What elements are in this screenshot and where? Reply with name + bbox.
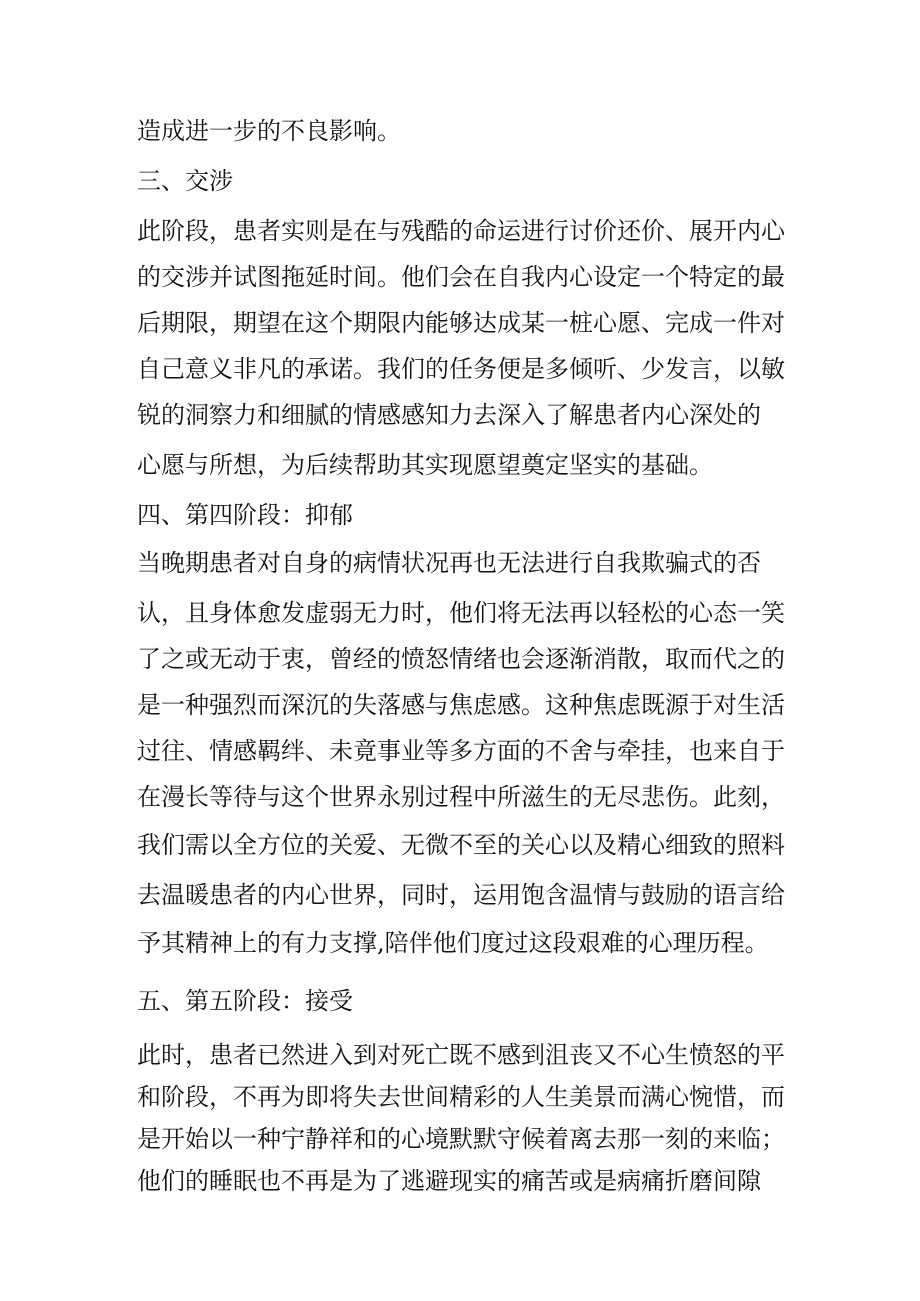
text-line: 心愿与所想，为后续帮助其实现愿望奠定坚实的基础。	[137, 451, 713, 479]
text-line: 此阶段，患者实则是在与残酷的命运进行讨价还价、展开内心	[137, 217, 785, 245]
text-line: 的交涉并试图拖延时间。他们会在自我内心设定一个特定的最	[137, 263, 785, 291]
text-line: 了之或无动于衷，曾经的愤怒情绪也会逐渐消散，取而代之的	[137, 645, 785, 673]
text-line: 和阶段，不再为即将失去世间精彩的人生美景而满心惋惜，而	[137, 1083, 785, 1111]
text-line: 此时，患者已然进入到对死亡既不感到沮丧又不心生愤怒的平	[137, 1041, 785, 1069]
text-line: 过往、情感羁绊、未竟事业等多方面的不舍与牵挂，也来自于	[137, 737, 785, 765]
text-line: 在漫长等待与这个世界永别过程中所滋生的无尽悲伤。此刻，	[137, 783, 785, 811]
section-heading: 三、交涉	[137, 167, 233, 195]
text-line: 我们需以全方位的关爱、无微不至的关心以及精心细致的照料	[137, 831, 785, 859]
text-line: 造成进一步的不良影响。	[137, 117, 401, 145]
text-line: 认，且身体愈发虚弱无力时，他们将无法再以轻松的心态一笑	[137, 599, 785, 627]
section-heading: 四、第四阶段：抑郁	[137, 501, 353, 529]
text-line: 当晚期患者对自身的病情状况再也无法进行自我欺骗式的否	[137, 549, 761, 577]
text-line: 后期限，期望在这个期限内能够达成某一桩心愿、完成一件对	[137, 309, 785, 337]
text-line: 他们的睡眠也不再是为了逃避现实的痛苦或是病痛折磨间隙	[137, 1167, 761, 1195]
text-line: 予其精神上的有力支撑,陪伴他们度过这段艰难的心理历程。	[137, 929, 769, 957]
text-line: 是一种强烈而深沉的失落感与焦虑感。这种焦虑既源于对生活	[137, 691, 785, 719]
text-line: 锐的洞察力和细腻的情感感知力去深入了解患者内心深处的	[137, 401, 761, 429]
section-heading: 五、第五阶段：接受	[137, 987, 353, 1015]
text-line: 去温暖患者的内心世界，同时，运用饱含温情与鼓励的语言给	[137, 881, 785, 909]
text-line: 自己意义非凡的承诺。我们的任务便是多倾听、少发言，以敏	[137, 355, 785, 383]
text-line: 是开始以一种宁静祥和的心境默默守候着离去那一刻的来临；	[137, 1125, 785, 1153]
